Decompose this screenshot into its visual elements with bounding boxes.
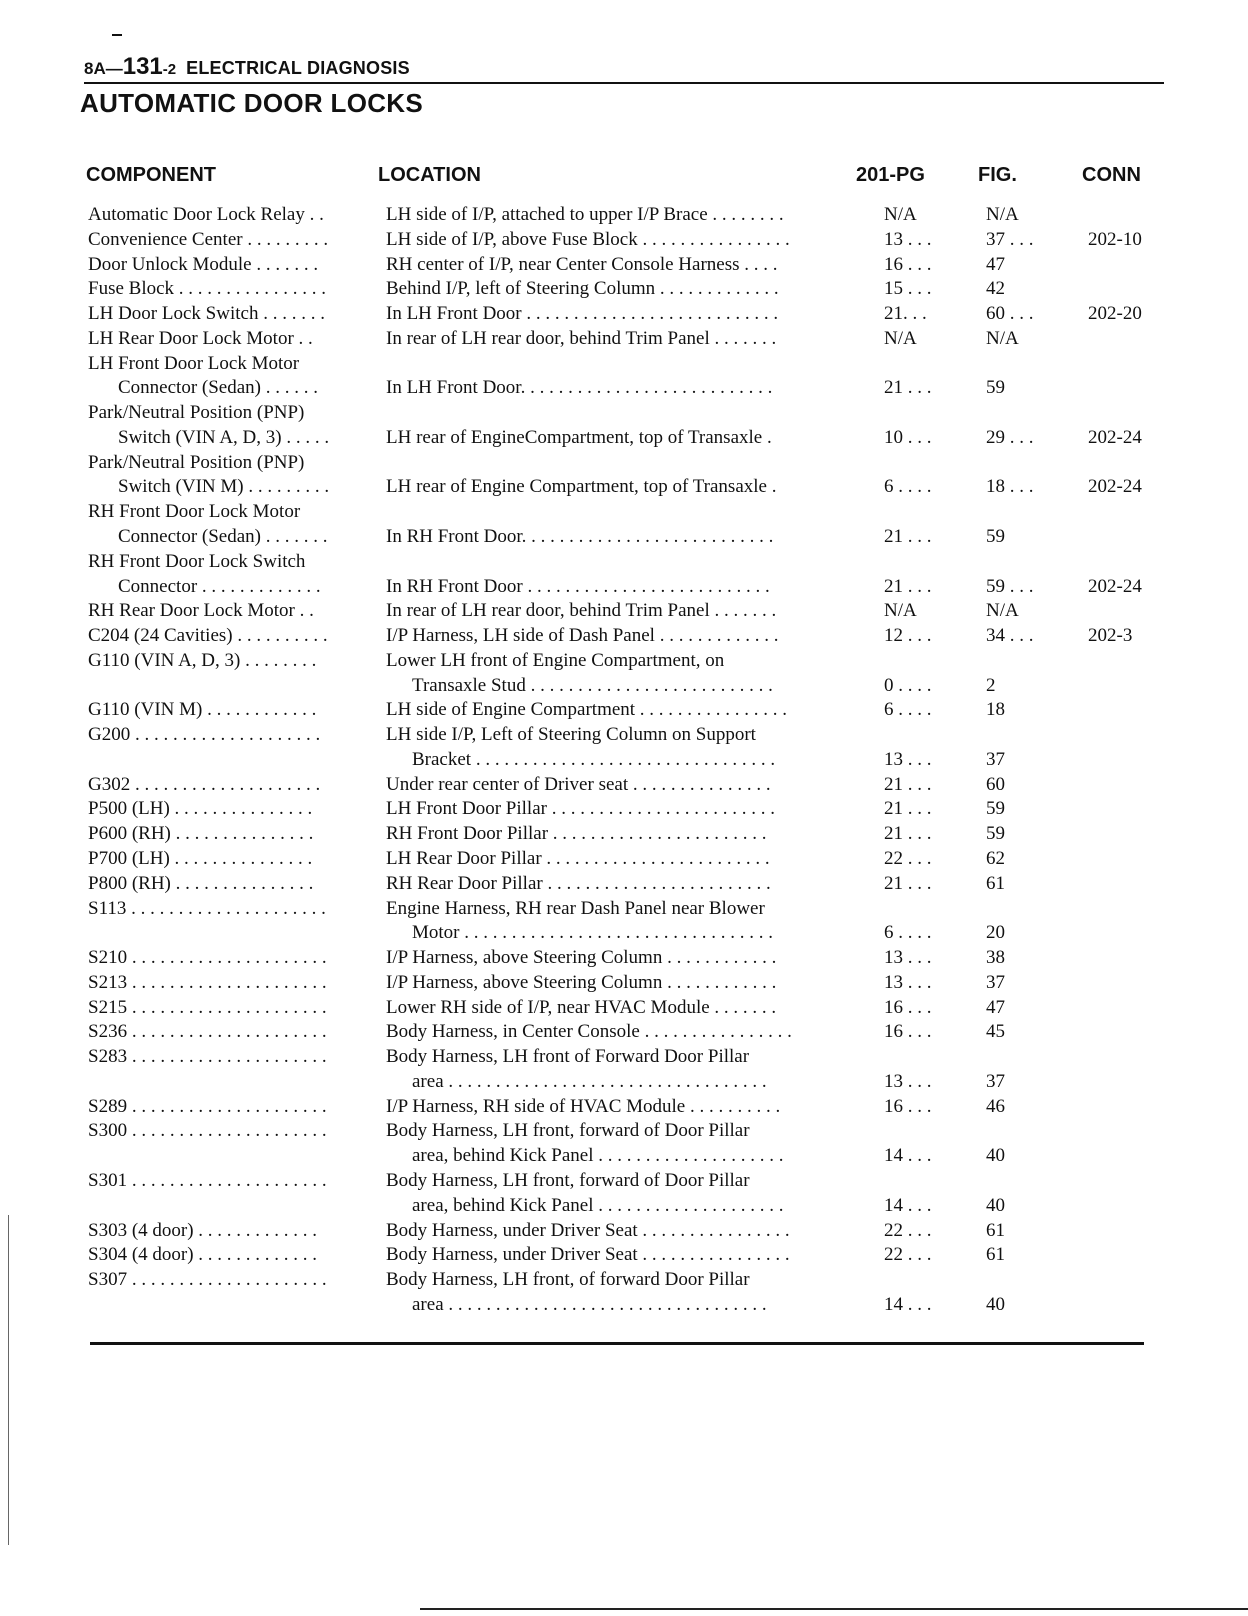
component-cell: S283 . . . . . . . . . . . . . . . . . . . . . — [88, 1046, 327, 1068]
fig-cell: 62 — [986, 848, 1005, 870]
page-cell: 10 . . . — [884, 426, 932, 448]
fig-cell: 59 — [986, 377, 1005, 399]
table-row — [0, 624, 1248, 648]
table-row — [0, 525, 1248, 549]
location-cell: LH side of I/P, attached to upper I/P Brace . . . . . . . . — [386, 204, 784, 225]
fig-cell: 61 — [986, 1244, 1005, 1266]
component-cell: Door Unlock Module . . . . . . . — [88, 253, 319, 275]
bottom-rule — [90, 1342, 1144, 1345]
location-cell: Body Harness, in Center Console . . . . . . . . . . . . . . . . — [386, 1021, 792, 1043]
table-row — [0, 872, 1248, 896]
table-row — [0, 996, 1248, 1020]
location-cell: Transaxle Stud . . . . . . . . . . . . . . . . . . . . . . . . . . — [412, 674, 773, 696]
location-cell: LH Rear Door Pillar . . . . . . . . . . . . . . . . . . . . . . . . — [386, 848, 770, 870]
page-cell: 21 . . . — [884, 377, 932, 399]
fig-cell: 46 — [986, 1095, 1005, 1117]
table-row — [0, 203, 1248, 227]
fig-cell: 37 — [986, 748, 1005, 770]
table-row — [0, 475, 1248, 499]
page-cell: 6 . . . . — [884, 699, 932, 721]
page-cell: 16 . . . — [884, 253, 932, 275]
location-cell: Behind I/P, left of Steering Column . . . . . . . . . . . . . — [386, 278, 779, 300]
section-heading — [84, 53, 410, 81]
component-cell: S289 . . . . . . . . . . . . . . . . . . . . . — [88, 1095, 327, 1117]
section-number: 131 — [122, 53, 163, 80]
location-cell: RH Front Door Pillar . . . . . . . . . . . . . . . . . . . . . . . — [386, 823, 767, 845]
location-cell: Body Harness, LH front of Forward Door Pillar — [386, 1046, 750, 1068]
table-row — [0, 426, 1248, 450]
corner-mark — [112, 34, 122, 36]
fig-cell: 59 — [986, 823, 1005, 845]
table-row — [0, 921, 1248, 945]
table-row — [0, 1020, 1248, 1044]
component-cell: C204 (24 Cavities) . . . . . . . . . . — [88, 625, 328, 647]
page-cell: 22 . . . — [884, 1219, 932, 1241]
page-cell: 16 . . . — [884, 996, 932, 1018]
section-prefix: 8A— — [84, 59, 123, 78]
table-row — [0, 822, 1248, 846]
fig-cell: 18 . . . — [986, 476, 1034, 498]
fig-cell: 40 — [986, 1194, 1005, 1216]
conn-cell: 202-10 — [1088, 228, 1142, 250]
table-row — [0, 946, 1248, 970]
table-row — [0, 550, 1248, 574]
component-cell: G110 (VIN A, D, 3) . . . . . . . . — [88, 649, 317, 671]
location-cell: area . . . . . . . . . . . . . . . . . . . . . . . . . . . . . . . . . . — [412, 1070, 767, 1092]
page-cell: 21 . . . — [884, 526, 932, 547]
table-row — [0, 253, 1248, 277]
component-cell: P700 (LH) . . . . . . . . . . . . . . . — [88, 848, 313, 870]
column-header-location: LOCATION — [378, 164, 481, 186]
location-cell: Body Harness, LH front, of forward Door Pillar — [386, 1269, 750, 1291]
page-cell: 6 . . . . — [884, 922, 932, 944]
table-row — [0, 327, 1248, 351]
component-cell: Connector . . . . . . . . . . . . . — [118, 575, 321, 597]
location-cell: LH rear of EngineCompartment, top of Transaxle . — [386, 426, 772, 448]
component-cell: G110 (VIN M) . . . . . . . . . . . . — [88, 699, 317, 721]
conn-cell: 202-20 — [1088, 303, 1142, 325]
component-cell: Convenience Center . . . . . . . . . — [88, 228, 329, 250]
component-cell: Connector (Sedan) . . . . . . — [118, 377, 318, 399]
table-row — [0, 1095, 1248, 1119]
page-cell: 21 . . . — [884, 872, 932, 894]
fig-cell: 59 — [986, 526, 1005, 547]
scan-bottom-edge — [420, 1608, 1248, 1610]
location-cell: LH side of I/P, above Fuse Block . . . . . . . . . . . . . . . . — [386, 228, 790, 250]
table-row — [0, 277, 1248, 301]
location-cell: Under rear center of Driver seat . . . . . . . . . . . . . . . — [386, 773, 771, 795]
component-cell: S236 . . . . . . . . . . . . . . . . . . . . . — [88, 1021, 327, 1043]
component-cell: S300 . . . . . . . . . . . . . . . . . . . . . — [88, 1120, 327, 1142]
table-row — [0, 1268, 1248, 1292]
fig-cell: 37 — [986, 971, 1005, 993]
table-row — [0, 1070, 1248, 1094]
conn-cell: 202-24 — [1088, 476, 1142, 498]
table-row — [0, 228, 1248, 252]
fig-cell: 40 — [986, 1293, 1005, 1315]
table-row — [0, 500, 1248, 524]
location-cell: Body Harness, under Driver Seat . . . . . . . . . . . . . . . . — [386, 1219, 790, 1241]
table-row — [0, 674, 1248, 698]
page-cell: 21. . . — [884, 303, 927, 325]
fig-cell: 38 — [986, 947, 1005, 969]
location-cell: Motor . . . . . . . . . . . . . . . . . . . . . . . . . . . . . . . . . — [412, 922, 773, 944]
fig-cell: 59 — [986, 798, 1005, 820]
fig-cell: N/A — [986, 204, 1019, 225]
page-cell: 15 . . . — [884, 278, 932, 300]
component-cell: G302 . . . . . . . . . . . . . . . . . . . . — [88, 773, 321, 795]
component-cell: S304 (4 door) . . . . . . . . . . . . . — [88, 1244, 318, 1266]
fig-cell: 29 . . . — [986, 426, 1034, 448]
location-cell: LH Front Door Pillar . . . . . . . . . . . . . . . . . . . . . . . . — [386, 798, 775, 820]
page-cell: 13 . . . — [884, 971, 932, 993]
location-cell: RH Rear Door Pillar . . . . . . . . . . . . . . . . . . . . . . . . — [386, 872, 771, 894]
page-cell: 16 . . . — [884, 1021, 932, 1043]
fig-cell: 42 — [986, 278, 1005, 300]
component-cell: RH Front Door Lock Switch — [88, 550, 306, 572]
fig-cell: 61 — [986, 872, 1005, 894]
location-cell: I/P Harness, RH side of HVAC Module . . . . . . . . . . — [386, 1095, 781, 1117]
table-row — [0, 1194, 1248, 1218]
page-cell: 13 . . . — [884, 228, 932, 250]
table-row — [0, 599, 1248, 623]
component-cell: S113 . . . . . . . . . . . . . . . . . . . . . — [88, 897, 326, 919]
location-cell: LH side I/P, Left of Steering Column on Support — [386, 724, 756, 746]
table-row — [0, 302, 1248, 326]
page-header — [84, 54, 1164, 84]
table-row — [0, 698, 1248, 722]
page-cell: 21 . . . — [884, 798, 932, 820]
component-cell: Park/Neutral Position (PNP) — [88, 402, 305, 424]
table-row — [0, 1219, 1248, 1243]
location-cell: Engine Harness, RH rear Dash Panel near Blower — [386, 897, 765, 919]
page-cell: 13 . . . — [884, 1070, 932, 1092]
fig-cell: 47 — [986, 253, 1005, 275]
location-cell: Bracket . . . . . . . . . . . . . . . . . . . . . . . . . . . . . . . . — [412, 748, 776, 770]
fig-cell: 45 — [986, 1021, 1005, 1043]
page-cell: 13 . . . — [884, 947, 932, 969]
location-cell: In LH Front Door. . . . . . . . . . . . . . . . . . . . . . . . . . . — [386, 377, 773, 399]
fig-cell: N/A — [986, 600, 1019, 622]
conn-cell: 202-3 — [1088, 625, 1133, 647]
table-row — [0, 797, 1248, 821]
page-cell: N/A — [884, 600, 917, 622]
component-cell: LH Door Lock Switch . . . . . . . — [88, 303, 325, 325]
location-cell: area, behind Kick Panel . . . . . . . . . . . . . . . . . . . . — [412, 1194, 784, 1216]
location-cell: Lower LH front of Engine Compartment, on — [386, 649, 725, 671]
page-cell: 0 . . . . — [884, 674, 932, 696]
fig-cell: N/A — [986, 327, 1019, 349]
page-cell: 14 . . . — [884, 1145, 932, 1167]
table-row — [0, 575, 1248, 599]
component-cell: P600 (RH) . . . . . . . . . . . . . . . — [88, 823, 314, 845]
fig-cell: 37 — [986, 1070, 1005, 1092]
page-cell: 14 . . . — [884, 1194, 932, 1216]
table-row — [0, 723, 1248, 747]
fig-cell: 47 — [986, 996, 1005, 1018]
location-cell: area . . . . . . . . . . . . . . . . . . . . . . . . . . . . . . . . . . — [412, 1293, 767, 1315]
conn-cell: 202-24 — [1088, 575, 1142, 597]
table-row — [0, 1119, 1248, 1143]
location-cell: Body Harness, under Driver Seat . . . . . . . . . . . . . . . . — [386, 1244, 790, 1266]
fig-cell: 34 . . . — [986, 625, 1034, 647]
page-cell: 22 . . . — [884, 1244, 932, 1266]
location-cell: LH rear of Engine Compartment, top of Transaxle . — [386, 476, 777, 498]
component-cell: G200 . . . . . . . . . . . . . . . . . . . . — [88, 724, 321, 746]
component-cell: S210 . . . . . . . . . . . . . . . . . . . . . — [88, 947, 327, 969]
page-cell: 21 . . . — [884, 575, 932, 597]
table-row — [0, 971, 1248, 995]
table-row — [0, 376, 1248, 400]
component-cell: LH Front Door Lock Motor — [88, 352, 300, 374]
fig-cell: 37 . . . — [986, 228, 1034, 250]
component-cell: S215 . . . . . . . . . . . . . . . . . . . . . — [88, 996, 327, 1018]
table-row — [0, 748, 1248, 772]
table-row — [0, 1045, 1248, 1069]
fig-cell: 2 — [986, 674, 996, 696]
page-cell: 21 . . . — [884, 823, 932, 845]
table-row — [0, 451, 1248, 475]
page-cell: 16 . . . — [884, 1095, 932, 1117]
location-cell: Body Harness, LH front, forward of Door Pillar — [386, 1120, 750, 1142]
page-cell: 12 . . . — [884, 625, 932, 647]
table-row — [0, 1144, 1248, 1168]
location-cell: In RH Front Door . . . . . . . . . . . . . . . . . . . . . . . . . . — [386, 575, 770, 597]
location-cell: In rear of LH rear door, behind Trim Panel . . . . . . . — [386, 327, 777, 349]
location-cell: Lower RH side of I/P, near HVAC Module . . . . . . . — [386, 996, 777, 1018]
column-header-fig: FIG. — [978, 164, 1017, 186]
page-cell: 21 . . . — [884, 773, 932, 795]
table-row — [0, 897, 1248, 921]
table-row — [0, 1243, 1248, 1267]
table-row — [0, 649, 1248, 673]
scan-edge-mark — [8, 1215, 9, 1545]
table-row — [0, 1293, 1248, 1317]
component-cell: P800 (RH) . . . . . . . . . . . . . . . — [88, 872, 314, 894]
page-cell: 22 . . . — [884, 848, 932, 870]
component-cell: Switch (VIN M) . . . . . . . . . — [118, 476, 330, 498]
component-cell: Automatic Door Lock Relay . . — [88, 204, 324, 225]
location-cell: RH center of I/P, near Center Console Harness . . . . — [386, 253, 778, 275]
section-suffix: -2 — [162, 61, 177, 78]
table-row — [0, 401, 1248, 425]
location-cell: I/P Harness, above Steering Column . . . . . . . . . . . . — [386, 947, 777, 969]
component-cell: LH Rear Door Lock Motor . . — [88, 327, 313, 349]
conn-cell: 202-24 — [1088, 426, 1142, 448]
fig-cell: 60 . . . — [986, 303, 1034, 325]
location-cell: I/P Harness, LH side of Dash Panel . . . . . . . . . . . . . — [386, 625, 779, 647]
column-header-conn: CONN — [1082, 164, 1141, 186]
page-title: AUTOMATIC DOOR LOCKS — [80, 88, 424, 118]
section-title: ELECTRICAL DIAGNOSIS — [186, 58, 410, 78]
page-cell: 14 . . . — [884, 1293, 932, 1315]
table-row — [0, 1169, 1248, 1193]
table-row — [0, 773, 1248, 797]
page-cell: N/A — [884, 204, 917, 225]
location-cell: Body Harness, LH front, forward of Door Pillar — [386, 1170, 750, 1192]
component-cell: S303 (4 door) . . . . . . . . . . . . . — [88, 1219, 318, 1241]
fig-cell: 60 — [986, 773, 1005, 795]
location-cell: I/P Harness, above Steering Column . . . . . . . . . . . . — [386, 971, 777, 993]
page-cell: 13 . . . — [884, 748, 932, 770]
location-cell: In RH Front Door. . . . . . . . . . . . . . . . . . . . . . . . . . . — [386, 526, 774, 547]
fig-cell: 61 — [986, 1219, 1005, 1241]
component-cell: Park/Neutral Position (PNP) — [88, 451, 305, 473]
fig-cell: 18 — [986, 699, 1005, 721]
page-cell: 6 . . . . — [884, 476, 932, 498]
component-cell: Connector (Sedan) . . . . . . . — [118, 526, 328, 547]
table-row — [0, 847, 1248, 871]
component-cell: P500 (LH) . . . . . . . . . . . . . . . — [88, 798, 313, 820]
location-cell: LH side of Engine Compartment . . . . . . . . . . . . . . . . — [386, 699, 788, 721]
fig-cell: 59 . . . — [986, 575, 1034, 597]
component-cell: S307 . . . . . . . . . . . . . . . . . . . . . — [88, 1269, 327, 1291]
component-cell: Fuse Block . . . . . . . . . . . . . . . . — [88, 278, 327, 300]
component-cell: S301 . . . . . . . . . . . . . . . . . . . . . — [88, 1170, 327, 1192]
location-cell: In rear of LH rear door, behind Trim Panel . . . . . . . — [386, 600, 777, 622]
column-header-page: 201-PG — [856, 164, 925, 186]
column-header-component: COMPONENT — [86, 164, 216, 186]
page-cell: N/A — [884, 327, 917, 349]
location-cell: In LH Front Door . . . . . . . . . . . . . . . . . . . . . . . . . . . — [386, 303, 779, 325]
component-cell: RH Front Door Lock Motor — [88, 501, 301, 523]
table-row — [0, 352, 1248, 376]
component-cell: Switch (VIN A, D, 3) . . . . . — [118, 426, 330, 448]
location-cell: area, behind Kick Panel . . . . . . . . . . . . . . . . . . . . — [412, 1145, 784, 1167]
component-cell: S213 . . . . . . . . . . . . . . . . . . . . . — [88, 971, 327, 993]
fig-cell: 40 — [986, 1145, 1005, 1167]
fig-cell: 20 — [986, 922, 1005, 944]
component-cell: RH Rear Door Lock Motor . . — [88, 600, 314, 622]
